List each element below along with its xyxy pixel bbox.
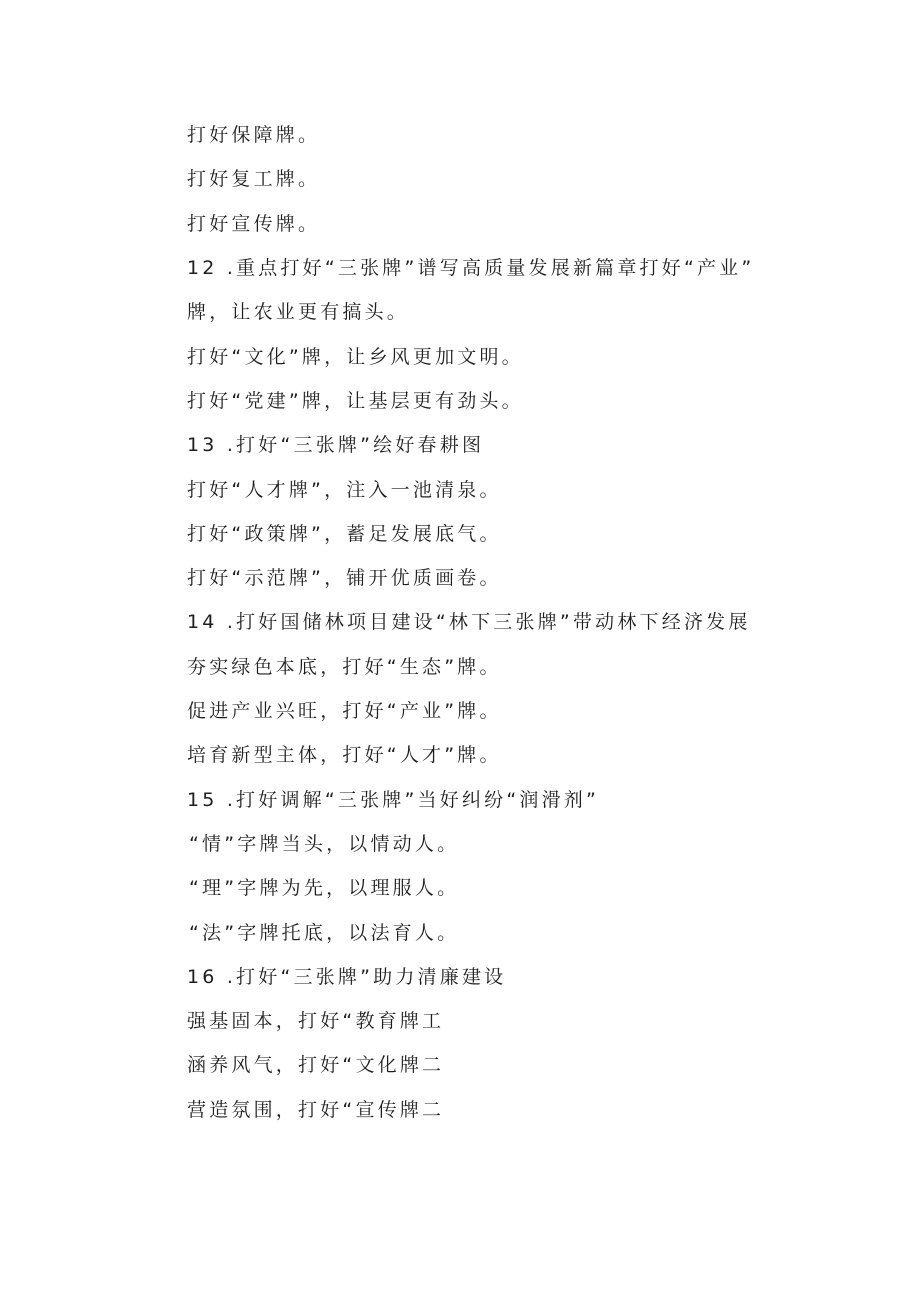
text-line: 牌，让农业更有搞头。 bbox=[187, 301, 410, 323]
text-line: 营造氛围，打好“宣传牌二 bbox=[187, 1099, 445, 1121]
section-heading-14: 14 .打好国储林项目建设“林下三张牌”带动林下经济发展 bbox=[187, 611, 751, 633]
text-line: 打好复工牌。 bbox=[187, 168, 321, 190]
text-line: 强基固本，打好“教育牌工 bbox=[187, 1010, 445, 1032]
text-line: “情”字牌当头，以情动人。 bbox=[189, 833, 460, 855]
text-line: 打好“文化”牌，让乡风更加文明。 bbox=[187, 346, 524, 368]
text-line: 打好“示范牌”，铺开优质画卷。 bbox=[187, 567, 502, 589]
text-line: 打好宣传牌。 bbox=[187, 213, 321, 235]
text-line: 打好“人才牌”，注入一池清泉。 bbox=[187, 479, 502, 501]
text-line: 夯实绿色本底，打好“生态”牌。 bbox=[187, 656, 502, 678]
section-heading-15: 15 .打好调解“三张牌”当好纠纷“润滑剂” bbox=[187, 789, 600, 811]
section-heading-16: 16 .打好“三张牌”助力清廉建设 bbox=[187, 966, 507, 988]
text-line: 促进产业兴旺，打好“产业”牌。 bbox=[187, 700, 502, 722]
text-line: “法”字牌托底，以法育人。 bbox=[189, 922, 460, 944]
text-line: 涵养风气，打好“文化牌二 bbox=[187, 1054, 445, 1076]
section-heading-13: 13 .打好“三张牌”绘好春耕图 bbox=[187, 434, 485, 456]
section-heading-12: 12 .重点打好“三张牌”谱写高质量发展新篇章打好“产业” bbox=[187, 257, 755, 279]
text-line: 培育新型主体，打好“人才”牌。 bbox=[187, 744, 502, 766]
text-line: 打好“党建”牌，让基层更有劲头。 bbox=[187, 390, 524, 412]
text-line: 打好“政策牌”，蓄足发展底气。 bbox=[187, 523, 502, 545]
text-line: 打好保障牌。 bbox=[187, 124, 321, 146]
text-line: “理”字牌为先，以理服人。 bbox=[189, 877, 460, 899]
